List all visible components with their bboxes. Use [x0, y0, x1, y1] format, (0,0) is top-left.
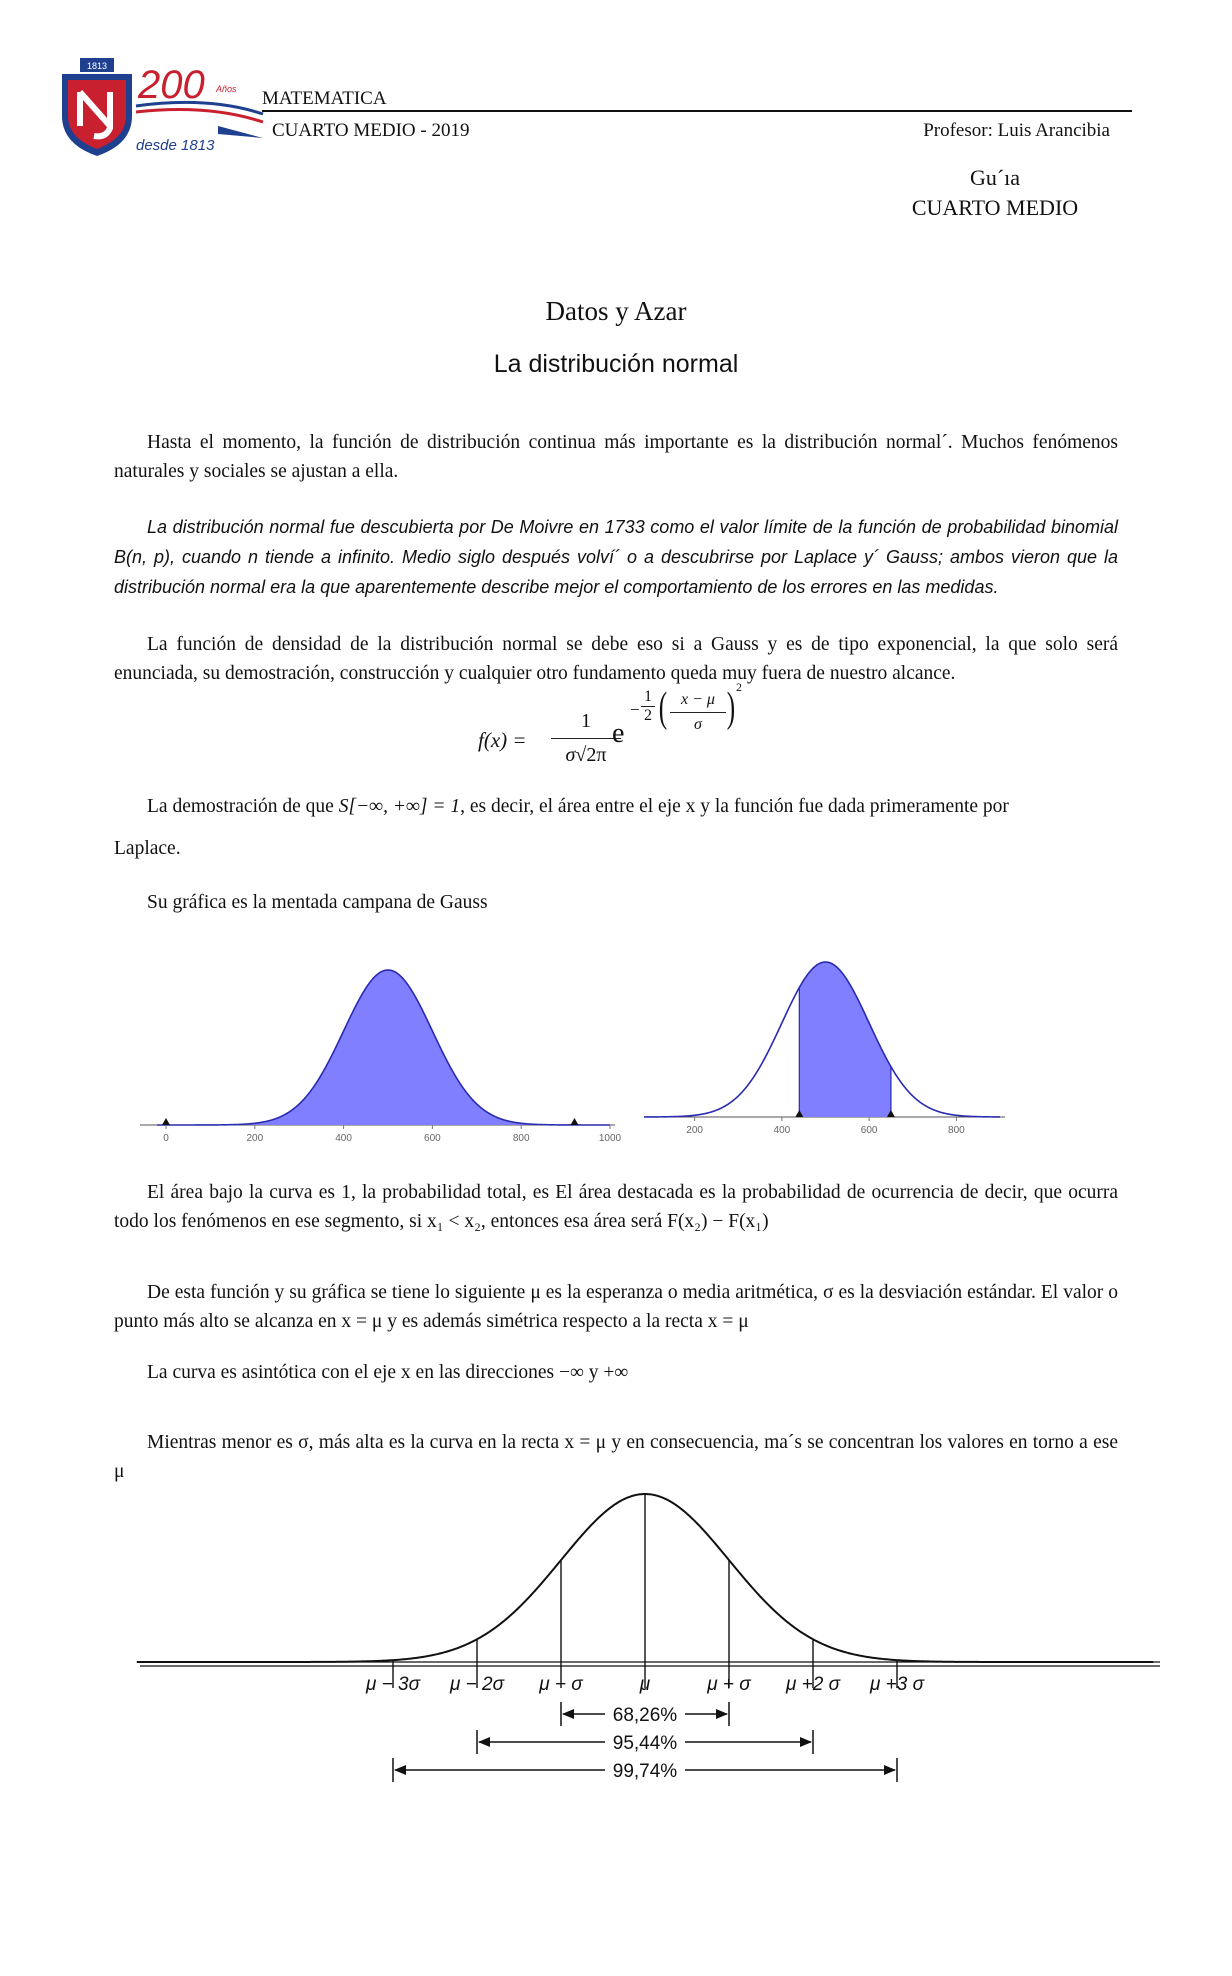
arrowhead-right [884, 1765, 896, 1775]
formula-exp-sign: − [630, 700, 640, 719]
paragraph-laplace [114, 792, 1118, 821]
paragraph-properties: De esta función y su gráfica se tiene lo siguiente μ es la esperanza o media aritmética, σ es la desviación estándar. El valor o punto más alto se alcanza en x = μ y es además simétrica respecto a la recta x = μ [114, 1282, 1118, 1332]
tick-label: 200 [246, 1133, 264, 1144]
laplace-math: S[−∞, +∞] = 1 [338, 796, 461, 817]
formula-lhs: f(x) = [478, 728, 527, 752]
marker-triangle [570, 1118, 578, 1125]
teacher-label: Profesor: Luis Arancibia [923, 120, 1110, 141]
interval-label: 99,74% [612, 1761, 678, 1782]
tick-label: 800 [948, 1125, 965, 1136]
formula-exp-den: σ [694, 716, 702, 733]
interval-label: 68,26% [612, 1705, 678, 1726]
sigma-label: μ +2 σ [785, 1674, 841, 1695]
tick-label: 600 [424, 1133, 441, 1144]
paragraph-intro: Hasta el momento, la función de distribución continua más importante es la distribución normal´. Muchos fenómenos naturales y sociales se ajustan a ella. [114, 432, 1118, 482]
laplace-text-b: , es decir, el área entre el eje x y la función fue dada primeramente por [460, 796, 1009, 817]
formula-half-den: 2 [644, 707, 652, 724]
page-subtitle: La distribución normal [493, 350, 739, 378]
page-title: Datos y Azar [545, 296, 687, 326]
paragraph-laplace-end: Laplace. [114, 838, 181, 859]
sigma-label: μ [639, 1674, 651, 1695]
paragraph-asymptote: La curva es asintótica con el eje x en las direcciones −∞ y +∞ [147, 1362, 629, 1383]
marker-triangle [162, 1118, 170, 1125]
paragraph-sigma: Mientras menor es σ, más alta es la curva en la recta x = μ y en consecuencia, ma´s se concentran los valores en torno a ese μ [114, 1432, 1118, 1482]
formula-exp-fraction [670, 690, 726, 735]
sigma-label: μ − σ [539, 1674, 583, 1695]
chart-sigma-intervals [140, 1480, 1160, 1810]
tick-label: 1000 [598, 1133, 622, 1144]
sigma-label: μ + σ [707, 1674, 751, 1695]
sigma-label: μ +3 σ [869, 1674, 925, 1695]
logo-year: 1813 [86, 61, 108, 71]
arrowhead-left [562, 1709, 574, 1719]
formula-numerator: 1 [581, 710, 591, 732]
arrowhead-right [716, 1709, 728, 1719]
formula-exp-bar [670, 712, 726, 713]
formula-exp-half [641, 688, 655, 725]
tick-label: 400 [335, 1133, 352, 1144]
sigma-label: μ − 3σ [365, 1674, 421, 1695]
paragraph-density: La función de densidad de la distribución normal se debe eso si a Gauss y es de tipo exponencial, la que solo será enunciada, su demostración, construcción y cualquier otro fundamento queda muy fuera de nuestro alcance. [114, 634, 1118, 684]
formula-exp-num: x − μ [681, 691, 715, 708]
course-label: CUARTO MEDIO - 2019 [272, 120, 470, 141]
tick-label: 600 [860, 1125, 878, 1136]
logo-desde: desde 1813 [136, 137, 215, 154]
formula-den-sigma: σ [565, 744, 576, 766]
logo-200: 200 [138, 63, 205, 107]
formula-base-e: e [612, 718, 625, 749]
arrowhead-left [394, 1765, 406, 1775]
guide-line-2: CUARTO MEDIO [911, 195, 1079, 220]
shaded-area [166, 970, 574, 1125]
paragraph-history: La distribución normal fue descubierta por De Moivre en 1733 como el valor límite de la función de probabilidad binomial B(n, p), cuando n tiende a infinito. Medio siglo después volví´ o a descubrirse por Laplace y´ Gauss; ambos vieron que la distribución normal era la que aparentemente describe mejor el comportamiento de los errores en las medidas. [114, 517, 1118, 597]
formula-fraction-bar [551, 738, 621, 739]
formula-exp-power: 2 [736, 680, 742, 694]
paragraph-area: El área bajo la curva es 1, la probabilidad total, es El área destacada es la probabilidad de ocurrencia de decir, que ocurra todo los fenómenos en ese segmento, si x₁ < x₂, entonces esa área será F(x₂) − F(x₁) [114, 1182, 1118, 1232]
tick-label: 800 [512, 1133, 530, 1144]
logo-swoosh-1 [136, 102, 263, 114]
guide-title [900, 163, 1090, 223]
tick-label: 200 [686, 1125, 703, 1136]
logo-anos: Años [216, 84, 237, 94]
formula-half-num: 1 [644, 688, 652, 705]
tick-label: 400 [773, 1125, 791, 1136]
interval-label: 95,44% [612, 1733, 678, 1754]
formula-denominator [551, 744, 621, 767]
school-logo [58, 56, 270, 162]
logo-swoosh-3 [218, 126, 263, 138]
tick-label: 0 [163, 1133, 169, 1144]
guide-line-1: Gu´ıa [969, 165, 1021, 190]
logo-swoosh-2 [136, 110, 263, 122]
chart-gauss-segment [660, 955, 1005, 1145]
arrowhead-left [478, 1737, 490, 1747]
formula-paren-right: ) [726, 685, 736, 731]
arrowhead-right [800, 1737, 812, 1747]
paragraph-graph-intro: Su gráfica es la mentada campana de Gauss [147, 892, 488, 913]
header-rule [262, 110, 1132, 112]
formula-den-root: √2π [575, 744, 607, 766]
subject-label: MATEMATICA [262, 88, 387, 109]
formula-paren-left: ( [658, 685, 668, 731]
sigma-label: μ − 2σ [449, 1674, 505, 1695]
chart-gauss-full [140, 955, 622, 1145]
laplace-text-a: La demostración de que [147, 796, 339, 817]
